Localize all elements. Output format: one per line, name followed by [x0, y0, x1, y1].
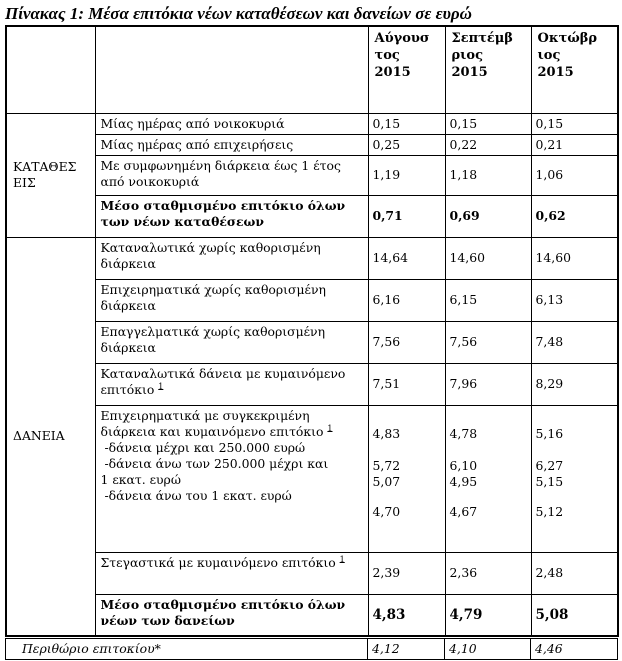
cell-value: 0,15 [368, 113, 445, 134]
document [5, 0, 617, 660]
cell-value: 0,21 [531, 134, 618, 155]
cell-value: 6,10 [449, 457, 478, 473]
row-label: Επαγγελματικά χωρίς καθορισμένη διάρκεια [95, 321, 368, 363]
table-row [6, 155, 618, 195]
cell-value: 7,56 [445, 321, 531, 363]
cell-value: 5,15 [535, 473, 564, 489]
table-row-total [6, 594, 618, 636]
sub-row-label: -δάνεια άνω του 1 εκατ. ευρώ [104, 487, 292, 503]
row-label-text: Καταναλωτικά δάνεια με κυμαινόμενο επιτόκιο [100, 365, 346, 397]
cell-value: 4,95 [449, 473, 478, 489]
cell-value: 5,08 [531, 594, 618, 636]
cell-value: 2,36 [445, 552, 531, 594]
row-label: Μέσο σταθμισμένο επιτόκιο όλων των νέων καταθέσεων [95, 195, 368, 237]
cell-value: 0,62 [531, 195, 618, 237]
cell-value: 8,29 [531, 363, 618, 405]
header-row [6, 26, 618, 113]
table-row [6, 134, 618, 155]
header-empty-group [6, 26, 95, 113]
cell-value: 7,56 [368, 321, 445, 363]
cell-value: 2,39 [368, 552, 445, 594]
cell-value: 14,64 [368, 237, 445, 279]
cell-value: 5,12 [535, 503, 564, 519]
table-row-total [6, 195, 618, 237]
cell-value: 0,15 [445, 113, 531, 134]
cell-value: 0,22 [445, 134, 531, 155]
cell-value: 4,79 [445, 594, 531, 636]
table-row [6, 113, 618, 134]
sub-row-label: 1 εκατ. ευρώ [100, 471, 181, 487]
margin-table [5, 638, 618, 660]
table-row-business [6, 405, 618, 552]
row-label-text: Επιχειρηματικά με συγκεκριμένη διάρκεια και κυμαινόμενο επιτόκιο [100, 407, 324, 439]
table-row [6, 363, 618, 405]
row-label-text: Στεγαστικά με κυμαινόμενο επιτόκιο [100, 554, 336, 570]
cell-value: 7,51 [368, 363, 445, 405]
footnote-link[interactable]: 1 [158, 381, 164, 391]
cell-value: 4,46 [531, 639, 618, 660]
row-label: Με συμφωνημένη διάρκεια έως 1 έτος από νοικοκυριά [95, 155, 368, 195]
table-row [6, 279, 618, 321]
group-loans: ΔΑΝΕΙΑ [6, 237, 95, 636]
cell-value: 4,10 [445, 639, 531, 660]
cell-value: 4,83 [368, 594, 445, 636]
table-row [6, 237, 618, 279]
row-label: Μέσο σταθμισμένο επιτόκιο όλων νέων των δανείων [95, 594, 368, 636]
cell-value: 0,69 [445, 195, 531, 237]
cell-value: 4,12 [368, 639, 445, 660]
footnote-link[interactable]: 1 [339, 554, 345, 564]
row-label: Μίας ημέρας από νοικοκυριά [95, 113, 368, 134]
row-label [95, 405, 368, 552]
row-label: Επιχειρηματικά χωρίς καθορισμένη διάρκεια [95, 279, 368, 321]
sub-row-label: -δάνεια άνω των 250.000 μέχρι και [104, 455, 329, 471]
cell-value: 6,27 [535, 457, 564, 473]
table-row-margin [6, 639, 618, 660]
table-title: Πίνακας 1: Μέσα επιτόκια νέων καταθέσεων και δανείων σε ευρώ [5, 4, 472, 23]
header-empty-label [95, 26, 368, 113]
cell-value: 5,07 [372, 473, 401, 489]
cell-value: 6,13 [531, 279, 618, 321]
cell-value: 1,06 [531, 155, 618, 195]
rates-table [5, 25, 619, 637]
cell-value: 6,15 [445, 279, 531, 321]
cell-value: 7,96 [445, 363, 531, 405]
cell-value: 1,18 [445, 155, 531, 195]
cell-value: 4,67 [449, 503, 478, 519]
header-august: Αύγουσ τος 2015 [368, 26, 445, 113]
header-september: Σεπτέμβ ριος 2015 [445, 26, 531, 113]
margin-label: Περιθώριο επιτοκίου* [6, 639, 368, 660]
cell-value: 4,83 [372, 425, 401, 441]
cell-value: 0,71 [368, 195, 445, 237]
cell-value: 6,16 [368, 279, 445, 321]
cell-value: 5,16 [535, 425, 564, 441]
cell-stack [445, 405, 531, 552]
sub-row-label: -δάνεια μέχρι και 250.000 ευρώ [104, 439, 306, 455]
cell-value: 2,48 [531, 552, 618, 594]
cell-stack [368, 405, 445, 552]
cell-value: 14,60 [531, 237, 618, 279]
cell-value: 7,48 [531, 321, 618, 363]
cell-value: 4,70 [372, 503, 401, 519]
cell-value: 4,78 [449, 425, 478, 441]
row-label: Καταναλωτικά χωρίς καθορισμένη διάρκεια [95, 237, 368, 279]
table-row [6, 552, 618, 594]
cell-value: 0,25 [368, 134, 445, 155]
header-october: Οκτώβρ ιος 2015 [531, 26, 618, 113]
row-label [95, 552, 368, 594]
row-label [95, 363, 368, 405]
cell-value: 1,19 [368, 155, 445, 195]
cell-stack [531, 405, 618, 552]
cell-value: 0,15 [531, 113, 618, 134]
cell-value: 14,60 [445, 237, 531, 279]
group-deposits: ΚΑΤΑΘΕΣ ΕΙΣ [6, 113, 95, 237]
cell-value: 5,72 [372, 457, 401, 473]
row-label: Μίας ημέρας από επιχειρήσεις [95, 134, 368, 155]
footnote-link[interactable]: 1 [327, 423, 333, 433]
table-row [6, 321, 618, 363]
